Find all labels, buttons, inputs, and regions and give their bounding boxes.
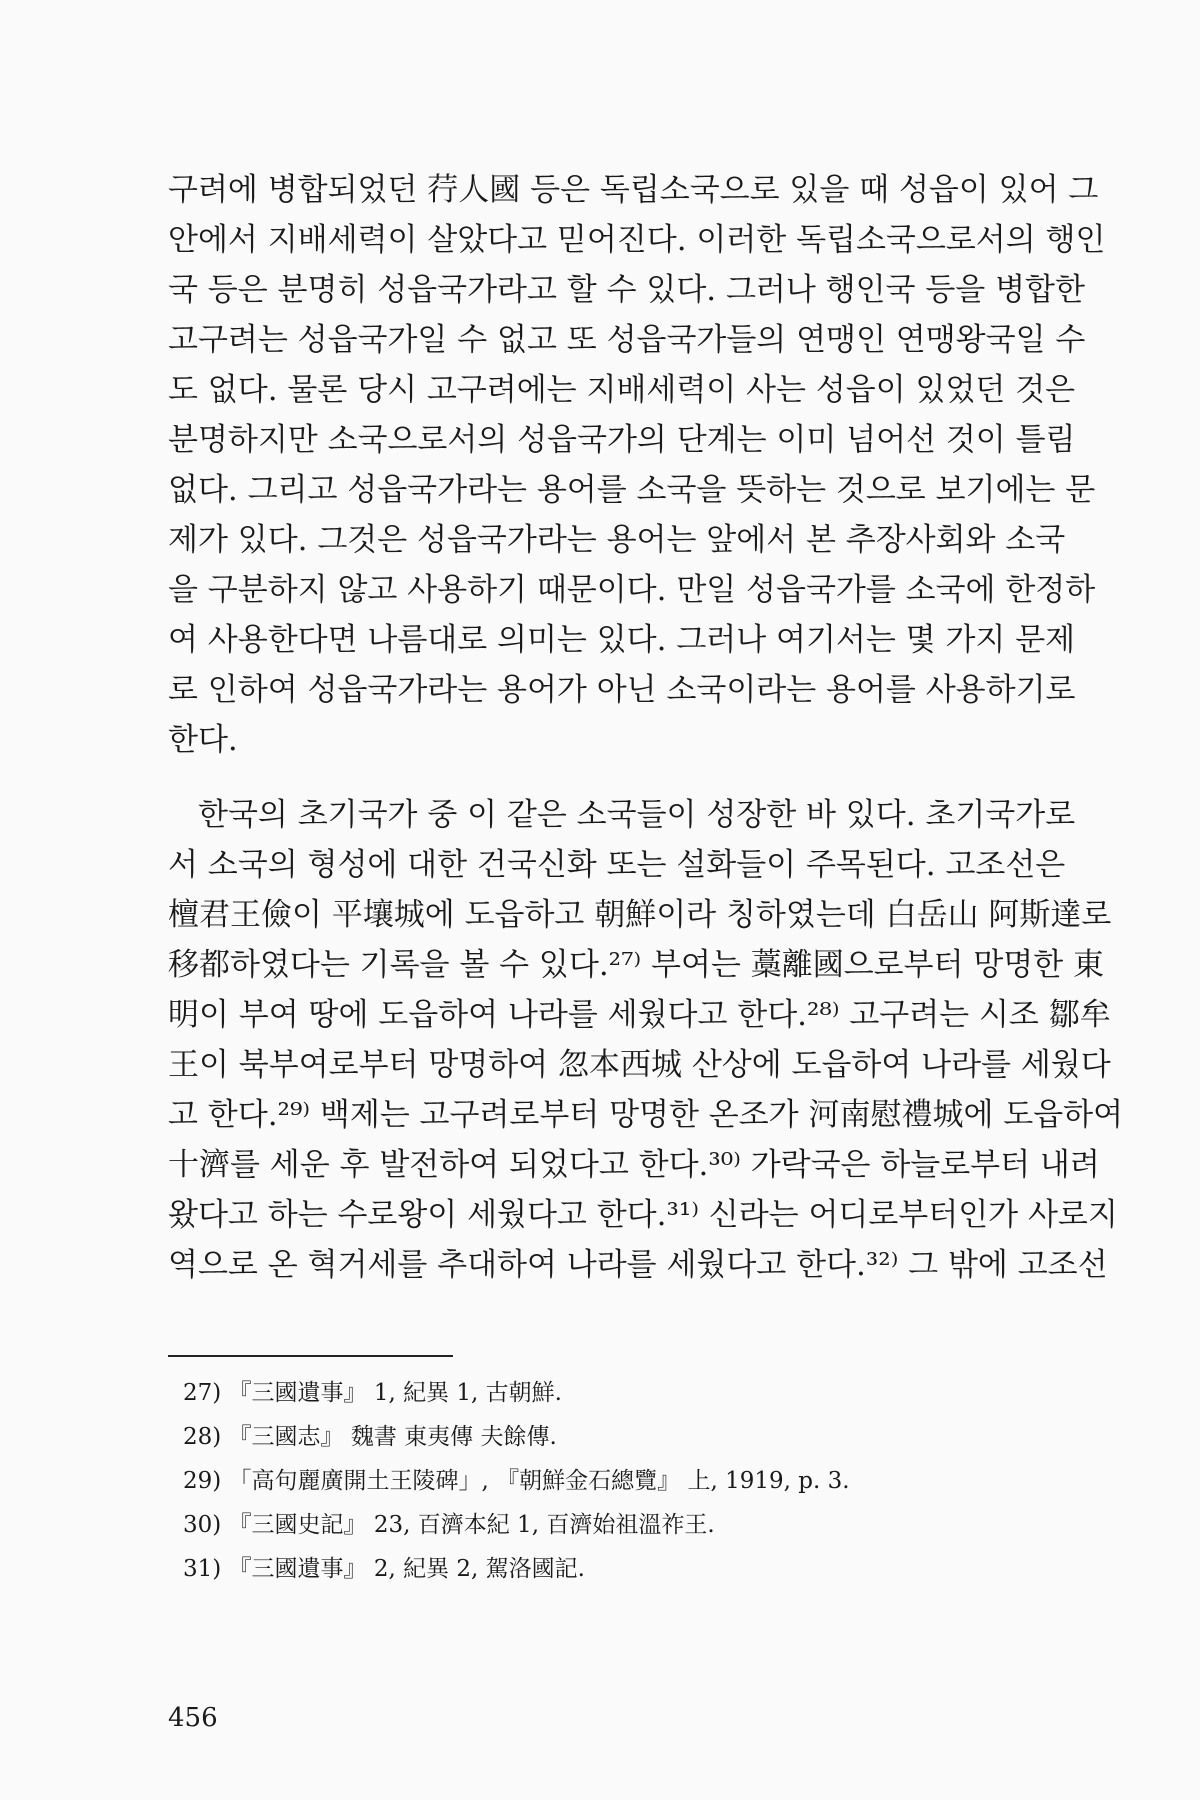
body-line: 여 사용한다면 나름대로 의미는 있다. 그러나 여기서는 몇 가지 문제: [168, 622, 1076, 658]
footnote-divider: [168, 1355, 453, 1357]
body-line: 한국의 초기국가 중 이 같은 소국들이 성장한 바 있다. 초기국가로: [198, 797, 1076, 833]
body-line: 서 소국의 형성에 대한 건국신화 또는 설화들이 주목된다. 고조선은: [168, 847, 1066, 883]
body-line: 왔다고 하는 수로왕이 세웠다고 한다.³¹⁾ 신라는 어디로부터인가 사로지: [168, 1197, 1118, 1233]
footnote: 31) 『三國遺事』 2, 紀異 2, 駕洛國記.: [183, 1556, 585, 1582]
body-line: 안에서 지배세력이 살았다고 믿어진다. 이러한 독립소국으로서의 행인: [168, 222, 1106, 258]
body-line: 도 없다. 물론 당시 고구려에는 지배세력이 사는 성읍이 있었던 것은: [168, 372, 1076, 408]
body-line: 고구려는 성읍국가일 수 없고 또 성읍국가들의 연맹인 연맹왕국일 수: [168, 322, 1086, 358]
body-line: 없다. 그리고 성읍국가라는 용어를 소국을 뜻하는 것으로 보기에는 문: [168, 472, 1096, 508]
body-line: 한다.: [168, 722, 238, 758]
body-line: 移都하였다는 기록을 볼 수 있다.²⁷⁾ 부여는 藁離國으로부터 망명한 東: [168, 947, 1105, 983]
body-line: 고 한다.²⁹⁾ 백제는 고구려로부터 망명한 온조가 河南慰禮城에 도읍하여: [168, 1097, 1124, 1133]
footnote: 29) 「高句麗廣開土王陵碑」, 『朝鮮金石總覽』 上, 1919, p. 3.: [183, 1468, 850, 1494]
body-line: 十濟를 세운 후 발전하여 되었다고 한다.³⁰⁾ 가락국은 하늘로부터 내려: [168, 1147, 1100, 1183]
body-line: 로 인하여 성읍국가라는 용어가 아닌 소국이라는 용어를 사용하기로: [168, 672, 1076, 708]
page-number: 456: [168, 1703, 218, 1733]
body-line: 檀君王儉이 平壤城에 도읍하고 朝鮮이라 칭하였는데 白岳山 阿斯達로: [168, 897, 1112, 933]
body-line: 을 구분하지 않고 사용하기 때문이다. 만일 성읍국가를 소국에 한정하: [168, 572, 1096, 608]
footnote: 28) 『三國志』 魏書 東夷傳 夫餘傳.: [183, 1424, 557, 1450]
body-line: 국 등은 분명히 성읍국가라고 할 수 있다. 그러나 행인국 등을 병합한: [168, 272, 1085, 308]
body-line: 역으로 온 혁거세를 추대하여 나라를 세웠다고 한다.³²⁾ 그 밖에 고조선: [168, 1247, 1108, 1283]
body-line: 明이 부여 땅에 도읍하여 나라를 세웠다고 한다.²⁸⁾ 고구려는 시조 鄒牟: [168, 997, 1111, 1033]
body-line: 王이 북부여로부터 망명하여 忽本西城 산상에 도읍하여 나라를 세웠다: [168, 1047, 1111, 1083]
footnote: 30) 『三國史記』 23, 百濟本紀 1, 百濟始祖溫祚王.: [183, 1512, 715, 1538]
body-line: 제가 있다. 그것은 성읍국가라는 용어는 앞에서 본 추장사회와 소국: [168, 522, 1066, 558]
body-line: 구려에 병합되었던 荇人國 등은 독립소국으로 있을 때 성읍이 있어 그: [168, 172, 1099, 208]
body-line: 분명하지만 소국으로서의 성읍국가의 단계는 이미 넘어선 것이 틀림: [168, 422, 1076, 458]
footnote: 27) 『三國遺事』 1, 紀異 1, 古朝鮮.: [183, 1380, 562, 1406]
